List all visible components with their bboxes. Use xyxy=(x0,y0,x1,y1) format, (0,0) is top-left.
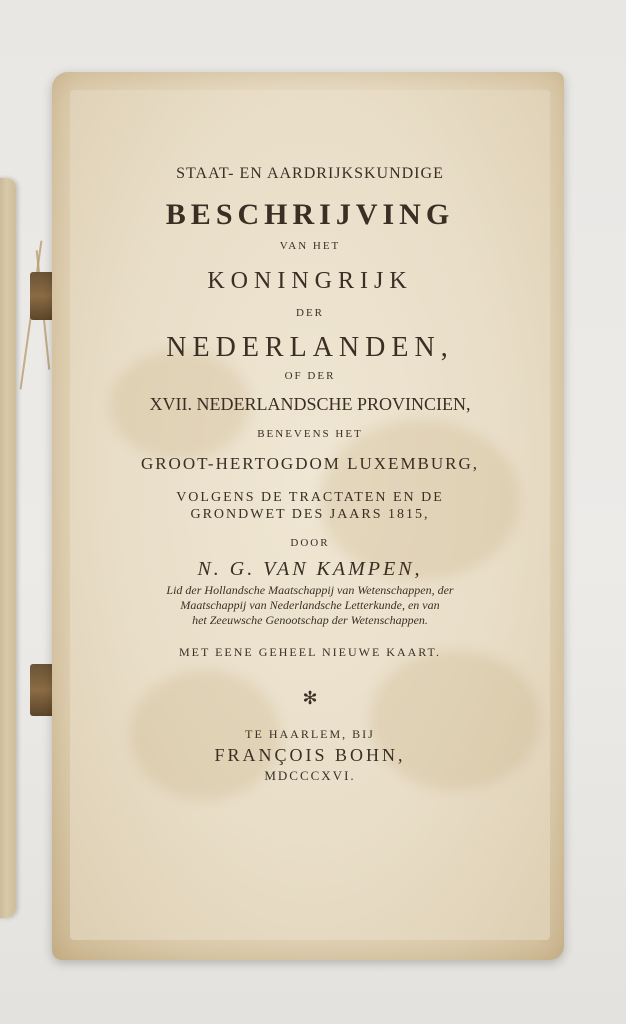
tractaten-line: VOLGENS DE TRACTATEN EN DE xyxy=(176,490,444,505)
imprint-place: TE HAARLEM, BIJ xyxy=(245,727,375,741)
grondwet-line: GRONDWET DES JAARS 1815, xyxy=(190,507,430,522)
affiliation-line: het Zeeuwsche Genootschap der Wetenschappen. xyxy=(192,613,428,627)
author-name: N. G. VAN KAMPEN, xyxy=(197,558,423,580)
luxemburg-line: GROOT-HERTOGDOM LUXEMBURG, xyxy=(140,454,480,473)
connector-benevens-het: BENEVENS HET xyxy=(257,428,363,440)
provincien-line: XVII. NEDERLANDSCHE PROVINCIEN, xyxy=(149,394,471,414)
connector-van-het: VAN HET xyxy=(279,240,341,252)
publisher-name: FRANÇOIS BOHN, xyxy=(214,745,406,765)
connector-door: DOOR xyxy=(290,537,330,549)
connector-of-der: OF DER xyxy=(284,370,336,382)
title-nederlanden: NEDERLANDEN, xyxy=(166,332,454,363)
affiliation-line: Maatschappij van Nederlandsche Letterkunde, en van xyxy=(180,598,440,612)
title-page-text xyxy=(70,0,550,1024)
publication-year: MDCCCXVI. xyxy=(264,768,356,783)
ornament-icon: ✻ xyxy=(302,688,318,708)
subtitle-line: STAAT- EN AARDRIJKSKUNDIGE xyxy=(176,165,444,182)
map-note: MET EENE GEHEEL NIEUWE KAART. xyxy=(178,645,441,659)
title-koningrijk: KONINGRIJK xyxy=(207,268,413,294)
adjacent-book-edge xyxy=(0,178,16,918)
affiliation-line: Lid der Hollandsche Maatschappij van Wetenschappen, der xyxy=(166,583,454,597)
connector-der: DER xyxy=(296,307,324,319)
title-beschrijving: BESCHRIJVING xyxy=(165,198,455,231)
